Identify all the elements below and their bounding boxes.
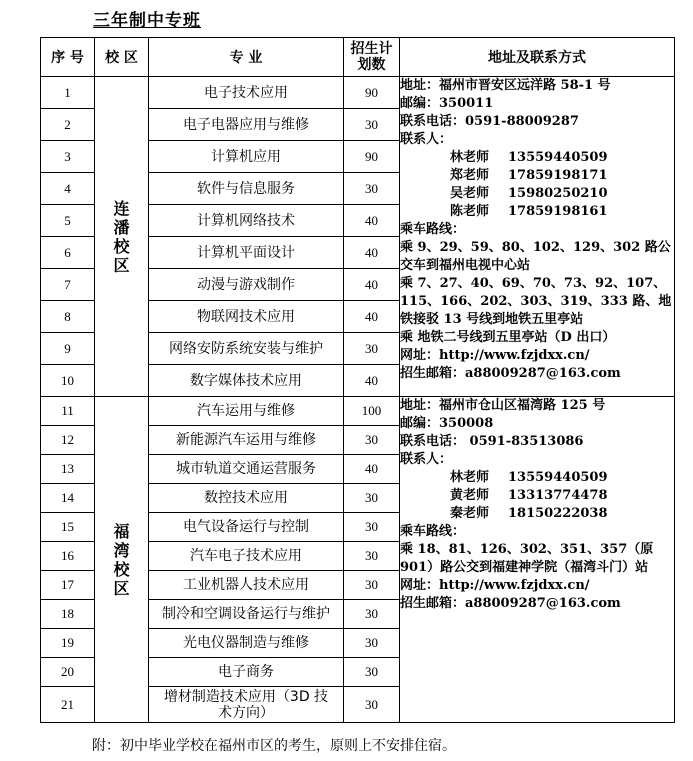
plan-count: 30 bbox=[344, 333, 400, 365]
header-address: 地址及联系方式 bbox=[400, 38, 675, 77]
row-number: 6 bbox=[41, 237, 95, 269]
contact-name: 林老师 bbox=[450, 470, 490, 485]
plan-count: 30 bbox=[344, 513, 400, 542]
plan-count: 90 bbox=[344, 141, 400, 173]
contact-phone: 13559440509 bbox=[508, 150, 608, 165]
route-line: 招生邮箱：a88009287@163.com bbox=[400, 596, 621, 611]
major-name: 计算机平面设计 bbox=[149, 237, 344, 269]
plan-count: 30 bbox=[344, 658, 400, 687]
plan-count: 30 bbox=[344, 109, 400, 141]
campus-cell bbox=[95, 397, 149, 723]
contact-person bbox=[400, 167, 674, 185]
route-line: 乘 7、27、40、69、70、73、92、107、115、166、202、303、319、333 路、地铁接驳 13 号线到地铁五里亭站 bbox=[400, 276, 672, 327]
route-line: 网址：http://www.fzjdxx.cn/ bbox=[400, 348, 590, 363]
plan-count: 30 bbox=[344, 173, 400, 205]
row-number: 21 bbox=[41, 687, 95, 723]
header-campus: 校 区 bbox=[95, 38, 149, 77]
contact-phone: 13313774478 bbox=[508, 488, 608, 503]
plan-count: 40 bbox=[344, 237, 400, 269]
plan-count: 30 bbox=[344, 426, 400, 455]
row-number: 7 bbox=[41, 269, 95, 301]
campus-cell bbox=[95, 77, 149, 397]
plan-count: 40 bbox=[344, 365, 400, 397]
contact-phone: 15980250210 bbox=[508, 186, 608, 201]
address-contact-cell bbox=[400, 397, 675, 723]
plan-count: 100 bbox=[344, 397, 400, 426]
major-name: 城市轨道交通运营服务 bbox=[149, 455, 344, 484]
row-number: 18 bbox=[41, 600, 95, 629]
contact-person bbox=[400, 185, 674, 203]
row-number: 17 bbox=[41, 571, 95, 600]
header-plan bbox=[344, 38, 400, 77]
enrollment-table bbox=[40, 37, 675, 723]
contact-person bbox=[400, 469, 674, 487]
contact-phone: 17859198161 bbox=[508, 204, 608, 219]
major-name: 增材制造技术应用（3D 技术方向） bbox=[149, 687, 344, 723]
plan-count: 40 bbox=[344, 205, 400, 237]
plan-count: 40 bbox=[344, 455, 400, 484]
plan-count: 40 bbox=[344, 301, 400, 333]
row-number: 12 bbox=[41, 426, 95, 455]
address-line: 邮编：350008 bbox=[400, 416, 494, 431]
major-name: 制冷和空调设备运行与维护 bbox=[149, 600, 344, 629]
plan-count: 30 bbox=[344, 600, 400, 629]
major-name: 新能源汽车运用与维修 bbox=[149, 426, 344, 455]
route-line: 网址：http://www.fzjdxx.cn/ bbox=[400, 578, 590, 593]
major-name: 网络安防系统安装与维护 bbox=[149, 333, 344, 365]
route-line: 乘 地铁二号线到五里亭站（D 出口） bbox=[400, 330, 616, 345]
row-number: 3 bbox=[41, 141, 95, 173]
major-name: 物联网技术应用 bbox=[149, 301, 344, 333]
major-name: 工业机器人技术应用 bbox=[149, 571, 344, 600]
row-number: 10 bbox=[41, 365, 95, 397]
major-name: 计算机应用 bbox=[149, 141, 344, 173]
footnote: 附：初中毕业学校在福州市区的考生，原则上不安排住宿。 bbox=[92, 738, 456, 754]
contact-person bbox=[400, 203, 674, 221]
row-number: 13 bbox=[41, 455, 95, 484]
major-name: 数控技术应用 bbox=[149, 484, 344, 513]
header-seq: 序 号 bbox=[41, 38, 95, 77]
row-number: 11 bbox=[41, 397, 95, 426]
contact-name: 黄老师 bbox=[450, 488, 490, 503]
table-header-row bbox=[41, 38, 675, 77]
plan-count: 40 bbox=[344, 269, 400, 301]
row-number: 16 bbox=[41, 542, 95, 571]
row-number: 19 bbox=[41, 629, 95, 658]
page-title: 三年制中专班 bbox=[93, 11, 201, 31]
row-number: 9 bbox=[41, 333, 95, 365]
contact-person bbox=[400, 487, 674, 505]
address-line: 联系电话：0591-88009287 bbox=[400, 114, 579, 129]
major-name: 电子技术应用 bbox=[149, 77, 344, 109]
row-number: 14 bbox=[41, 484, 95, 513]
address-line: 联系人： bbox=[400, 452, 453, 467]
major-name: 计算机网络技术 bbox=[149, 205, 344, 237]
address-line: 联系人： bbox=[400, 132, 453, 147]
contact-name: 陈老师 bbox=[450, 204, 490, 219]
table-row bbox=[41, 77, 675, 109]
campus-name: 连潘校区 bbox=[113, 198, 130, 275]
address-line: 地址：福州市晋安区远洋路 58-1 号 bbox=[400, 78, 611, 93]
route-line: 乘车路线： bbox=[400, 222, 466, 237]
contact-person bbox=[400, 149, 674, 167]
contact-phone: 13559440509 bbox=[508, 470, 608, 485]
row-number: 8 bbox=[41, 301, 95, 333]
address-line: 联系电话： 0591-83513086 bbox=[400, 434, 584, 449]
address-line: 邮编：350011 bbox=[400, 96, 494, 111]
plan-count: 30 bbox=[344, 687, 400, 723]
major-name: 电气设备运行与控制 bbox=[149, 513, 344, 542]
campus-name: 福湾校区 bbox=[113, 521, 130, 598]
header-plan-line1: 招生计 bbox=[350, 41, 393, 57]
major-name: 汽车运用与维修 bbox=[149, 397, 344, 426]
row-number: 1 bbox=[41, 77, 95, 109]
contact-phone: 18150222038 bbox=[508, 506, 608, 521]
route-line: 招生邮箱：a88009287@163.com bbox=[400, 366, 621, 381]
address-contact-cell bbox=[400, 77, 675, 397]
header-plan-line2: 划数 bbox=[357, 57, 386, 73]
route-line: 乘 18、81、126、302、351、357（原 901）路公交到福建神学院（福湾斗门）站 bbox=[400, 542, 654, 575]
contact-name: 林老师 bbox=[450, 150, 490, 165]
row-number: 5 bbox=[41, 205, 95, 237]
row-number: 15 bbox=[41, 513, 95, 542]
major-name: 汽车电子技术应用 bbox=[149, 542, 344, 571]
major-name: 数字媒体技术应用 bbox=[149, 365, 344, 397]
address-line: 地址：福州市仓山区福湾路 125 号 bbox=[400, 398, 606, 413]
table-row bbox=[41, 397, 675, 426]
contact-person bbox=[400, 505, 674, 523]
plan-count: 90 bbox=[344, 77, 400, 109]
route-line: 乘车路线： bbox=[400, 524, 466, 539]
contact-name: 郑老师 bbox=[450, 168, 490, 183]
route-line: 乘 9、29、59、80、102、129、302 路公交车到福州电视中心站 bbox=[400, 240, 671, 273]
major-name: 光电仪器制造与维修 bbox=[149, 629, 344, 658]
plan-count: 30 bbox=[344, 484, 400, 513]
header-major: 专 业 bbox=[149, 38, 344, 77]
contact-name: 秦老师 bbox=[450, 506, 490, 521]
contact-name: 吴老师 bbox=[450, 186, 490, 201]
plan-count: 30 bbox=[344, 571, 400, 600]
row-number: 20 bbox=[41, 658, 95, 687]
row-number: 4 bbox=[41, 173, 95, 205]
plan-count: 30 bbox=[344, 542, 400, 571]
table-body bbox=[41, 77, 675, 723]
plan-count: 30 bbox=[344, 629, 400, 658]
major-name: 动漫与游戏制作 bbox=[149, 269, 344, 301]
major-name: 电子电器应用与维修 bbox=[149, 109, 344, 141]
contact-phone: 17859198171 bbox=[508, 168, 608, 183]
major-name: 电子商务 bbox=[149, 658, 344, 687]
major-name: 软件与信息服务 bbox=[149, 173, 344, 205]
row-number: 2 bbox=[41, 109, 95, 141]
